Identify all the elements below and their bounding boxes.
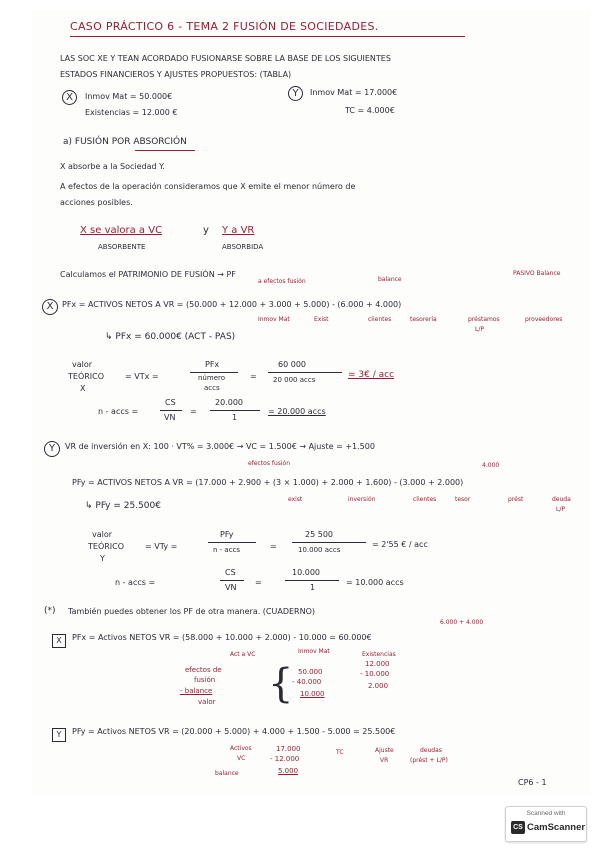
vty-n-eq: = bbox=[255, 578, 262, 587]
vtx-n-den2: 1 bbox=[232, 413, 238, 422]
vtx-result: = 3€ / acc bbox=[348, 370, 395, 380]
alt-x-sub-2: Inmov Mat bbox=[298, 648, 330, 655]
alt-star: (*) bbox=[44, 606, 56, 616]
vty-eq: = VTy = bbox=[145, 542, 178, 551]
y-circle-marker: Y bbox=[44, 441, 60, 457]
circle-y-marker: Y bbox=[288, 86, 303, 101]
badge-scanned-with: Scanned with bbox=[526, 810, 566, 817]
intro-line-1: LAS SOC XE Y TEAN ACORDADO FUSIONARSE SOBRE LA BASE DE LOS SIGUIENTES bbox=[60, 54, 391, 63]
pfy-sub-clientes: clientes bbox=[413, 496, 437, 503]
alt-y-calc-3: 5.000 bbox=[278, 767, 299, 775]
alt-balance-label-2: valor bbox=[198, 698, 216, 706]
pfx-sub-inmov: Inmov Mat bbox=[258, 316, 290, 323]
pfx-result: ↳ PFx = 60.000€ (ACT - PAS) bbox=[105, 332, 236, 342]
section-a-underline bbox=[135, 150, 195, 151]
alt-heading: También puedes obtener los PF de otra manera. (CUADERNO) bbox=[68, 607, 316, 616]
vty-fraction-line-1 bbox=[208, 542, 256, 543]
pfx-note-efectos: a efectos fusión bbox=[258, 278, 306, 285]
scanned-page bbox=[30, 10, 590, 795]
given-x-line-2: Existencias = 12.000 € bbox=[85, 108, 178, 117]
vtx-n-den: VN bbox=[164, 413, 176, 422]
vtx-eq2: = bbox=[250, 372, 257, 381]
alt-efectos-label-1: efectos de bbox=[185, 666, 222, 674]
vtx-label-3: X bbox=[80, 384, 86, 393]
alt-calc2a: 12.000 bbox=[365, 660, 390, 668]
vty-fraction-line-2 bbox=[292, 542, 366, 543]
vtx-den2: 20 000 accs bbox=[273, 376, 316, 384]
alt-efectos-label-2: fusión bbox=[194, 676, 216, 684]
vtx-n-num2: 20.000 bbox=[215, 398, 243, 407]
page-title: CASO PRÁCTICO 6 - TEMA 2 FUSIÓN DE SOCIEDADES. bbox=[70, 20, 379, 33]
alt-x-box: X bbox=[52, 634, 66, 648]
vty-label-3: Y bbox=[100, 554, 105, 563]
vty-num1: PFy bbox=[220, 530, 234, 539]
pfy-sub-inversion: inversión bbox=[348, 496, 376, 503]
vty-eq2: = bbox=[270, 542, 277, 551]
y-note-efectos: efectos fusión bbox=[248, 460, 291, 467]
vtx-eq: = VTx = bbox=[125, 372, 159, 381]
alt-y-sub-deudas: deudas bbox=[420, 747, 442, 754]
vty-n-num2: 10.000 bbox=[292, 568, 320, 577]
vtx-fraction-line-2 bbox=[268, 372, 342, 373]
badge-app-name: CamScanner bbox=[527, 822, 586, 833]
alt-calc1a: 50.000 bbox=[298, 668, 323, 676]
pfx-sub-clientes: clientes bbox=[368, 316, 392, 323]
rule-conjunction: y bbox=[203, 225, 209, 236]
pfx-sub-proveedores: proveedores bbox=[525, 316, 563, 323]
vtx-num1: PFx bbox=[205, 360, 220, 369]
alt-calc2c: 2.000 bbox=[368, 682, 389, 690]
alt-y-sub-vc: VC bbox=[237, 755, 246, 762]
pfy-sub-exist: exist bbox=[288, 496, 303, 503]
vty-n-fraction-line-2 bbox=[285, 580, 339, 581]
alt-y-calc-1: 17.000 bbox=[276, 745, 301, 753]
pfx-sub-exist: Exist bbox=[314, 316, 329, 323]
vtx-n-result: = 20.000 accs bbox=[268, 407, 326, 416]
vty-n-label: n - accs = bbox=[115, 578, 156, 587]
vty-label-1: valor bbox=[92, 530, 113, 539]
vty-den1: n - accs bbox=[213, 546, 241, 554]
y-note-4000: 4.000 bbox=[482, 462, 500, 469]
pfy-sub-tesor: tesor bbox=[455, 496, 471, 503]
vty-n-fraction-line bbox=[220, 580, 244, 581]
given-y-line-2: TC = 4.000€ bbox=[345, 106, 395, 115]
intro-line-2: ESTADOS FINANCIEROS Y AJUSTES PROPUESTOS: (TABLA) bbox=[60, 70, 292, 79]
rule-absorbente-label: ABSORBENTE bbox=[98, 243, 146, 251]
pfy-sub-deuda: deuda bbox=[552, 496, 571, 503]
vtx-n-eq: = bbox=[190, 407, 197, 416]
vtx-n-label: n - accs = bbox=[98, 407, 139, 416]
pfy-formula: PFy = ACTIVOS NETOS A VR = (17.000 + 2.900 + (3 × 1.000) + 2.000 + 1.600) - (3.000 + 2.000) bbox=[72, 478, 464, 487]
vtx-den1b: accs bbox=[204, 384, 220, 392]
camscanner-badge bbox=[505, 806, 587, 842]
vty-den2: 10.000 accs bbox=[298, 546, 341, 554]
vtx-n-fraction-line-2 bbox=[210, 410, 260, 411]
vty-label-2: TEÓRICO bbox=[88, 542, 125, 551]
rule-absorbida-label: ABSORBIDA bbox=[222, 243, 264, 251]
vty-result: = 2'55 € / acc bbox=[372, 540, 428, 549]
vtx-n-fraction-line bbox=[160, 410, 182, 411]
pfx-sub-lp: L/P bbox=[475, 326, 484, 333]
pfx-note-balance: balance bbox=[378, 276, 402, 283]
given-x-line-1: Inmov Mat = 50.000€ bbox=[85, 92, 173, 101]
pfy-sub-lp: L/P bbox=[556, 506, 565, 513]
pfx-sub-prestamos: préstamos bbox=[468, 316, 500, 323]
vty-n-num: CS bbox=[225, 568, 236, 577]
pfx-note-pasivo: PASIVO Balance bbox=[513, 270, 561, 277]
alt-x-formula: PFx = Activos NETOS VR = (58.000 + 10.000 + 2.000) - 10.000 = 60.000€ bbox=[72, 633, 372, 642]
section-a-text-2: A efectos de la operación consideramos que X emite el menor número de bbox=[60, 182, 356, 191]
alt-y-formula: PFy = Activos NETOS VR = (20.000 + 5.000) + 4.000 + 1.500 - 5.000 = 25.500€ bbox=[72, 727, 396, 736]
alt-y-sub-activos: Activos bbox=[230, 745, 252, 752]
alt-x-sub-3: Existencias bbox=[362, 651, 396, 658]
vty-n-den: VN bbox=[225, 583, 237, 592]
pfx-formula: PFx = ACTIVOS NETOS A VR = (50.000 + 12.000 + 3.000 + 5.000) - (6.000 + 4.000) bbox=[62, 300, 402, 309]
pfx-sub-tesoreria: tesorería bbox=[410, 316, 437, 323]
alt-y-calc-2: - 12.000 bbox=[270, 755, 300, 763]
section-a-text-3: acciones posibles. bbox=[60, 198, 133, 207]
y-inversion-line: VR de inversión en X: 100 · VT% = 3.000€ → VC = 1.500€ → Ajuste = +1.500 bbox=[65, 442, 375, 451]
page-number: CP6 - 1 bbox=[518, 778, 547, 787]
title-underline bbox=[70, 36, 465, 37]
vty-num2: 25 500 bbox=[305, 530, 333, 539]
vtx-num2: 60 000 bbox=[278, 360, 306, 369]
pfy-sub-prest: prést bbox=[508, 496, 524, 503]
pfy-result: ↳ PFy = 25.500€ bbox=[85, 501, 161, 511]
vtx-fraction-line-1 bbox=[190, 372, 238, 373]
alt-balance-label-1: - balance bbox=[180, 687, 213, 695]
camscanner-logo-icon: CS bbox=[511, 821, 525, 834]
vty-n-result: = 10.000 accs bbox=[346, 578, 404, 587]
alt-y-sub-tc: TC bbox=[336, 749, 344, 756]
vtx-label-1: valor bbox=[72, 360, 93, 369]
alt-calc1c: 10.000 bbox=[300, 690, 325, 698]
alt-top-note: 6.000 + 4.000 bbox=[440, 619, 484, 626]
rule-absorbente: X se valora a VC bbox=[80, 225, 163, 236]
alt-x-sub-1: Act a VC bbox=[230, 651, 256, 658]
alt-calc1b: - 40.000 bbox=[292, 678, 322, 686]
circle-x-marker: X bbox=[62, 90, 77, 105]
alt-calc2b: - 10.000 bbox=[360, 670, 390, 678]
calc-pf-line: Calculamos el PATRIMONIO DE FUSIÓN → PF bbox=[60, 270, 236, 279]
alt-y-box: Y bbox=[52, 728, 66, 742]
vtx-label-2: TEÓRICO bbox=[68, 372, 105, 381]
vtx-den1: número bbox=[198, 374, 226, 382]
alt-y-sub-prest: (prést + L/P) bbox=[410, 757, 448, 764]
pfx-circle-marker: X bbox=[42, 299, 58, 315]
rule-absorbida: Y a VR bbox=[222, 225, 255, 236]
alt-brace: { bbox=[268, 661, 294, 707]
vty-n-den2: 1 bbox=[310, 583, 316, 592]
alt-y-balance: balance bbox=[215, 770, 239, 777]
vtx-n-num: CS bbox=[165, 398, 176, 407]
alt-y-sub-ajuste: Ajuste bbox=[375, 747, 394, 754]
section-a-heading: a) FUSIÓN POR ABSORCIÓN bbox=[63, 137, 187, 147]
given-y-line-1: Inmov Mat = 17.000€ bbox=[310, 88, 398, 97]
alt-y-sub-vr: VR bbox=[380, 757, 389, 764]
section-a-text-1: X absorbe a la Sociedad Y. bbox=[60, 162, 165, 171]
